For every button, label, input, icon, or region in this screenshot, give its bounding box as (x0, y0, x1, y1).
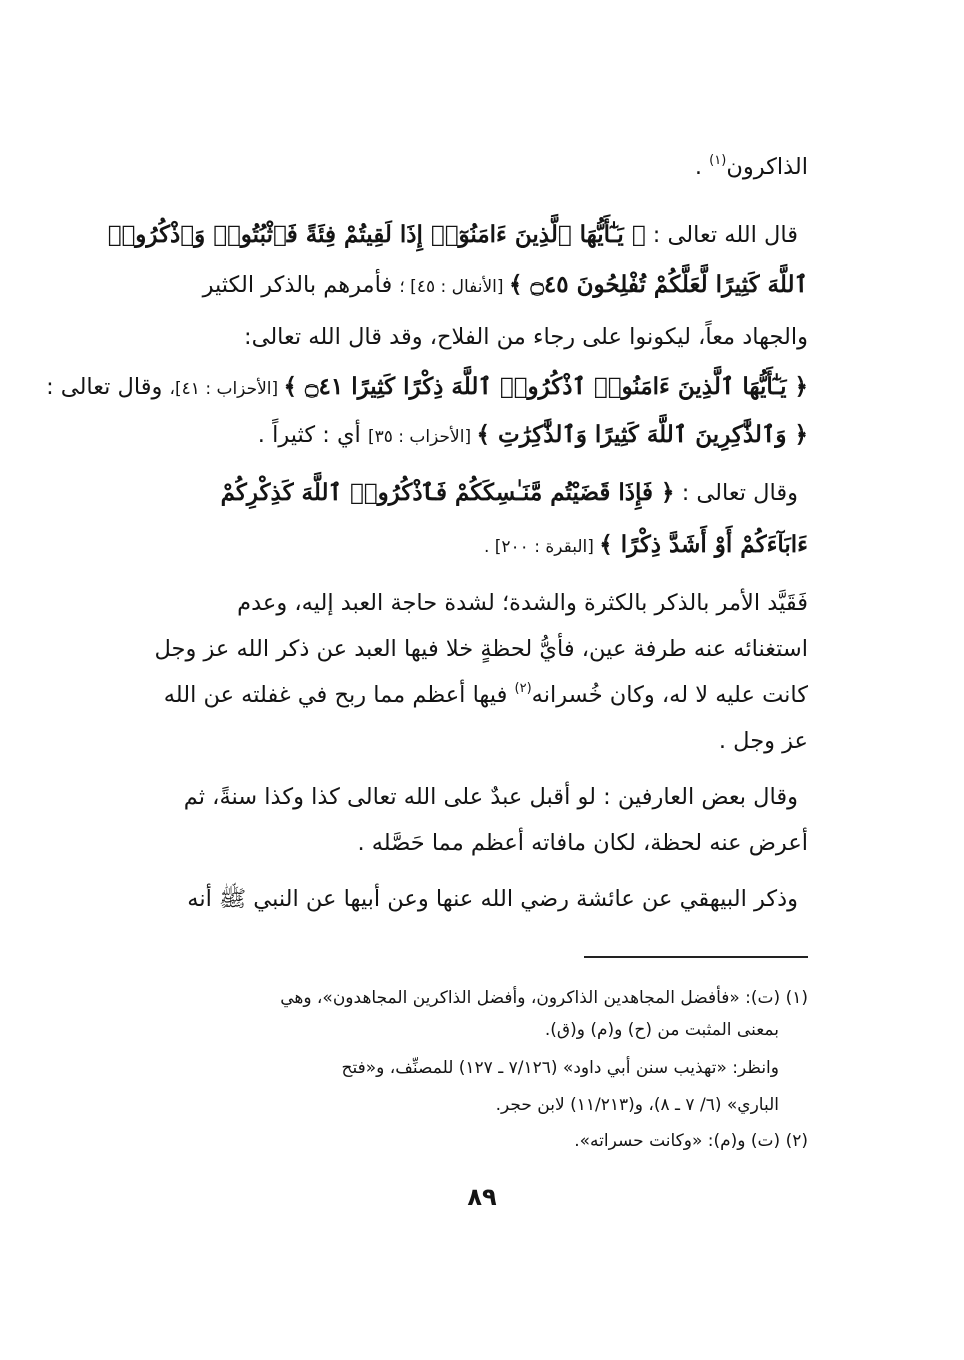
verse-reference: [الأنفال : ٤٥] ؛ (399, 277, 509, 297)
quran-verse: ءَابَآءَكُمْ أَوْ أَشَدَّ ذِكْرًا ﴾ (599, 531, 808, 558)
footnote-line-5: (٢) (ت) و(م): «وكانت حسراته». (574, 1131, 808, 1151)
quran-verse: ٱللَّهَ كَثِيرًا لَّعَلَّكُمْ تُفْلِحُونَ ۝٤٥ ﴾ (508, 271, 808, 298)
footnote-ref-2[interactable]: (٢) (514, 680, 532, 696)
footnote-line-2: بمعنى المثبت من (ح) و(م) و(ق). (544, 1020, 779, 1040)
body-line-7: وقال تعالى : ﴿ فَإِذَا قَضَيْتُم مَّنَـٰسِكَكُمْ فَٱذْكُرُوا۟ ٱللَّهَ كَذِكْرِكُمْ (220, 479, 798, 506)
body-line-9: فَقَيَّد الأمر بالذكر بالكثرة والشدة؛ لشدة حاجة العبد إليه، وعدم (237, 590, 808, 616)
footnote-line-1: (١) (ت): «فأفضل المجاهدين الذاكرون، وأفضل الذاكرين المجاهدون»، وهي (280, 988, 808, 1008)
body-line-4: والجهاد معاً، ليكونوا على رجاء من الفلاح، وقد قال الله تعالى: (243, 324, 808, 350)
quran-verse: ﴿ وَٱلذَّٰكِرِينَ ٱللَّهَ كَثِيرًا وَٱلذَّٰكِرَٰتِ ﴾ (476, 421, 808, 448)
footnote-divider (584, 956, 808, 958)
body-line-13: وقال بعض العارفين : لو أقبل عبدٌ على الله تعالى كذا وكذا سنةً، ثم (183, 784, 798, 810)
body-line-10: استغنائه عنه طرفة عين، فأيُّ لحظةٍ خلا فيها العبد عن ذكر الله عز وجل (154, 636, 808, 662)
body-line-6: ﴿ وَٱلذَّٰكِرِينَ ٱللَّهَ كَثِيرًا وَٱلذَّٰكِرَٰتِ ﴾ [الأحزاب : ٣٥] أي : كثيراً . (257, 421, 808, 448)
quran-verse: ﴿ فَإِذَا قَضَيْتُم مَّنَـٰسِكَكُمْ فَٱذْكُرُوا۟ ٱللَّهَ كَذِكْرِكُمْ (220, 479, 675, 506)
body-line-14: أعرض عنه لحظة، لكان مافاته أعظم مما حَصَّله . (357, 830, 808, 856)
quran-verse: ﴿ يَـٰٓأَيُّهَا ٱلَّذِينَ ءَامَنُوا۟ ٱذْكُرُوا۟ ٱللَّهَ ذِكْرًا كَثِيرًا ۝٤١ ﴾ (283, 373, 808, 400)
body-line-3: ٱللَّهَ كَثِيرًا لَّعَلَّكُمْ تُفْلِحُونَ ۝٤٥ ﴾ [الأنفال : ٤٥] ؛ فأمرهم بالذكر الكثير (202, 271, 808, 298)
body-line-15: وذكر البيهقي عن عائشة رضي الله عنها وعن أبيها عن النبي ﷺ أنه (187, 886, 798, 912)
body-line-12: عز وجل . (718, 728, 808, 754)
body-line-8 (484, 528, 808, 564)
body-line-1: الذاكرون$^{(١)}$ . (694, 152, 808, 180)
footnote-line-4: الباري» (٦/ ٧ ـ ٨)، و(١١/٢١٣) لابن حجر. (495, 1095, 779, 1115)
footnote-ref-1[interactable]: (١) (709, 152, 727, 168)
body-line-11: كانت عليه لا له، وكان خُسرانه$^{(٢)}$ فيها أعظم مما ربح في غفلته عن الله (163, 680, 808, 708)
verse-reference: [البقرة : ٢٠٠] . (483, 537, 600, 557)
footnote-line-3: وانظر: «تهذيب سنن أبي داود» (٧/١٢٦ ـ ١٢٧) للمصنِّف، و«فتح (341, 1058, 779, 1078)
page-number: ٨٩ (467, 1183, 497, 1211)
verse-reference: [الأحزاب : ٤١]، (169, 379, 284, 399)
verse-reference: [الأحزاب : ٣٥] (367, 427, 477, 447)
body-line-2: قال الله تعالى : ﴿ يَـٰٓأَيُّهَا ٱلَّذِينَ ءَامَنُوٓا۟ إِذَا لَقِيتُمْ فِئَةً فَٱثْبُتُوا۟ وَٱذْكُرُوا۟ (107, 221, 798, 248)
body-line-5: ﴿ يَـٰٓأَيُّهَا ٱلَّذِينَ ءَامَنُوا۟ ٱذْكُرُوا۟ ٱللَّهَ ذِكْرًا كَثِيرًا ۝٤١ ﴾ [الأحزاب : ٤١]، وقال تعالى : (46, 373, 808, 400)
quran-verse: ﴿ يَـٰٓأَيُّهَا ٱلَّذِينَ ءَامَنُوٓا۟ إِذَا لَقِيتُمْ فِئَةً فَٱثْبُتُوا۟ وَٱذْكُرُوا۟ (107, 221, 646, 248)
